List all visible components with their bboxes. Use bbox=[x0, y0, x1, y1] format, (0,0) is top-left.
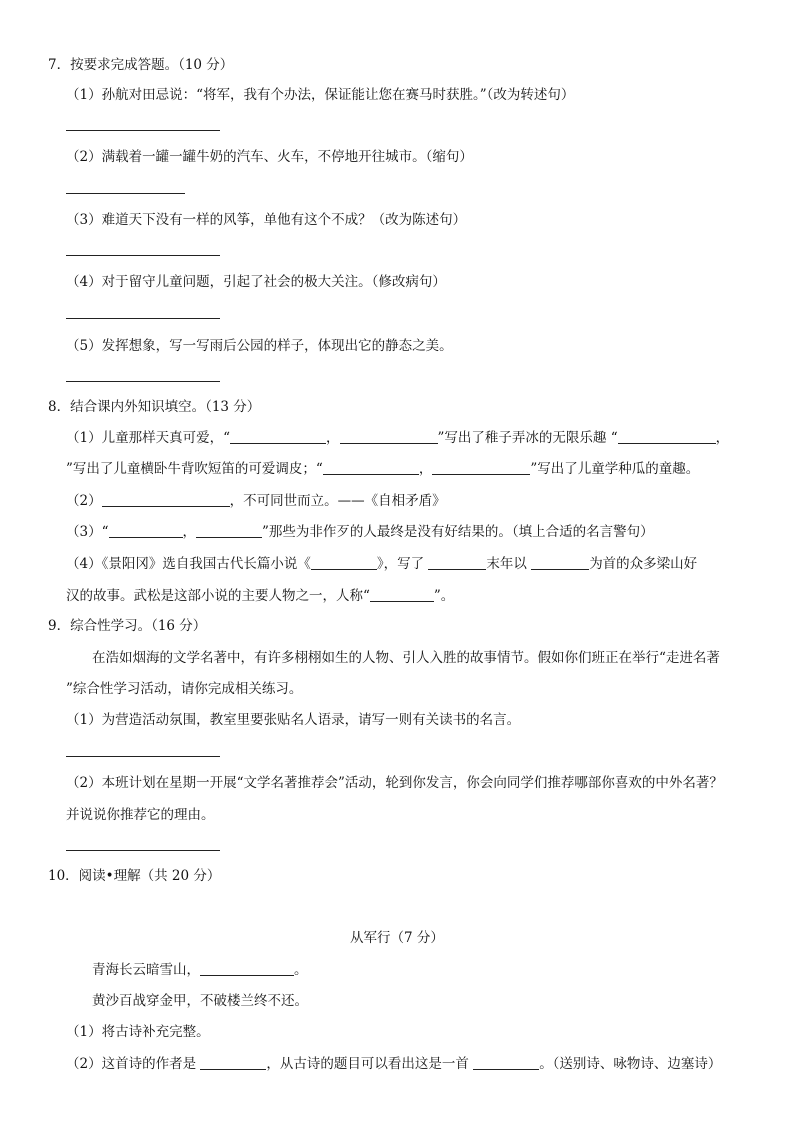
q9-answer-line-2[interactable] bbox=[66, 850, 220, 851]
q7-answer-line-3[interactable] bbox=[66, 255, 220, 256]
q8-line-3 bbox=[66, 492, 446, 510]
q8-title: 8．结合课内外知识填空。（13 分） bbox=[48, 399, 261, 415]
q10-text: （2）这首诗的作者是 bbox=[66, 1056, 197, 1072]
poem-title: 从军行（7 分） bbox=[350, 930, 444, 946]
q8-text: ，不可同世而立。——《自相矛盾》 bbox=[229, 493, 446, 509]
q8-text: （1）儿童那样天真可爱，“ bbox=[66, 430, 230, 446]
q9-title: 9．综合性学习。（16 分） bbox=[48, 618, 207, 634]
q8-text: （4）《景阳冈》选自我国古代长篇小说《 bbox=[66, 556, 311, 572]
q8-blank[interactable] bbox=[102, 492, 230, 507]
q10-text: 。（送别诗、咏物诗、边塞诗） bbox=[539, 1056, 722, 1072]
q8-line-6 bbox=[66, 587, 454, 605]
q8-text: ”写出了儿童横卧牛背吹短笛的可爱调皮；“ bbox=[66, 461, 323, 477]
q8-text: （2） bbox=[66, 493, 102, 509]
q8-blank[interactable] bbox=[428, 555, 486, 570]
q7-item-1: （1）孙航对田忌说：“将军，我有个办法，保证能让您在赛马时获胜。”（改为转述句） bbox=[66, 87, 575, 103]
poem-text: 。 bbox=[294, 962, 308, 978]
q7-item-2: （2）满载着一罐一罐牛奶的汽车、火车，不停地开往城市。（缩句） bbox=[66, 149, 473, 165]
q8-blank[interactable] bbox=[323, 460, 419, 475]
q8-text: ”写出了稚子弄冰的无限乐趣 bbox=[437, 430, 607, 446]
q10-sub-2 bbox=[66, 1055, 721, 1073]
q8-blank[interactable] bbox=[618, 429, 716, 444]
q7-item-5: （5）发挥想象，写一写雨后公园的样子，体现出它的静态之美。 bbox=[66, 338, 453, 354]
q8-text: 为首的众多梁山好 bbox=[589, 556, 698, 572]
q7-item-3: （3）难道天下没有一样的风筝，单他有这个不成？（改为陈述句） bbox=[66, 212, 467, 228]
q8-text: （3）“ bbox=[66, 524, 109, 540]
q9-answer-line-1[interactable] bbox=[66, 756, 220, 757]
q8-blank[interactable] bbox=[340, 429, 438, 444]
q8-blank[interactable] bbox=[311, 555, 377, 570]
q8-line-5 bbox=[66, 555, 697, 573]
q8-line-1 bbox=[66, 429, 729, 447]
q10-blank[interactable] bbox=[473, 1055, 539, 1070]
q9-intro-line-1: 在浩如烟海的文学名著中，有许多栩栩如生的人物、引人入胜的故事情节。假如你们班正在举行“走进名著 bbox=[92, 650, 720, 666]
q7-title: 7．按要求完成答题。（10 分） bbox=[48, 57, 234, 73]
q8-text: ， bbox=[418, 461, 433, 477]
q9-item-2-line-1: （2）本班计划在星期一开展“文学名著推荐会”活动，轮到你发言，你会向同学们推荐哪部你喜欢的中外名著？ bbox=[66, 775, 723, 791]
q8-text: ， bbox=[326, 430, 340, 446]
poem-blank[interactable] bbox=[200, 961, 294, 976]
q8-blank[interactable] bbox=[230, 429, 326, 444]
q10-text: ，从古诗的题目可以看出这是一首 bbox=[266, 1056, 469, 1072]
q10-sub-1: （1）将古诗补充完整。 bbox=[66, 1024, 210, 1040]
q8-text: ， bbox=[715, 430, 730, 446]
q10-blank[interactable] bbox=[200, 1055, 266, 1070]
q8-blank[interactable] bbox=[432, 460, 530, 475]
poem-text: 青海长云暗雪山， bbox=[92, 962, 200, 978]
q8-text: ”写出了儿童学种瓜的童趣。 bbox=[530, 461, 700, 477]
q8-text: ”那些为非作歹的人最终是没有好结果的。（填上合适的名言警句） bbox=[262, 524, 654, 540]
q8-text: 》，写了 bbox=[376, 556, 425, 572]
q8-text: 汉的故事。武松是这部小说的主要人物之一，人称“ bbox=[66, 588, 370, 604]
q8-text: “ bbox=[610, 430, 618, 446]
q8-text: 末年以 bbox=[486, 556, 527, 572]
q8-blank[interactable] bbox=[109, 523, 183, 538]
poem-line-1 bbox=[92, 961, 308, 979]
q9-intro-line-2: ”综合性学习活动，请你完成相关练习。 bbox=[66, 681, 303, 697]
q8-text: ， bbox=[182, 524, 196, 540]
q8-blank[interactable] bbox=[196, 523, 262, 538]
q8-line-4 bbox=[66, 523, 654, 541]
q7-answer-line-4[interactable] bbox=[66, 318, 220, 319]
q10-title: 10．阅读•理解（共 20 分） bbox=[48, 868, 221, 884]
q7-answer-line-5[interactable] bbox=[66, 381, 220, 382]
q7-answer-line-1[interactable] bbox=[66, 130, 220, 131]
q8-line-2 bbox=[66, 460, 699, 478]
q7-item-4: （4）对于留守儿童问题，引起了社会的极大关注。（修改病句） bbox=[66, 274, 446, 290]
q8-blank[interactable] bbox=[370, 587, 434, 602]
poem-line-2: 黄沙百战穿金甲，不破楼兰终不还。 bbox=[92, 993, 308, 1009]
q9-item-2-line-2: 并说说你推荐它的理由。 bbox=[66, 807, 215, 823]
q8-blank[interactable] bbox=[531, 555, 589, 570]
q8-text: ”。 bbox=[433, 588, 455, 604]
q7-answer-line-2[interactable] bbox=[66, 193, 185, 194]
q9-item-1: （1）为营造活动氛围，教室里要张贴名人语录，请写一则有关读书的名言。 bbox=[66, 712, 521, 728]
